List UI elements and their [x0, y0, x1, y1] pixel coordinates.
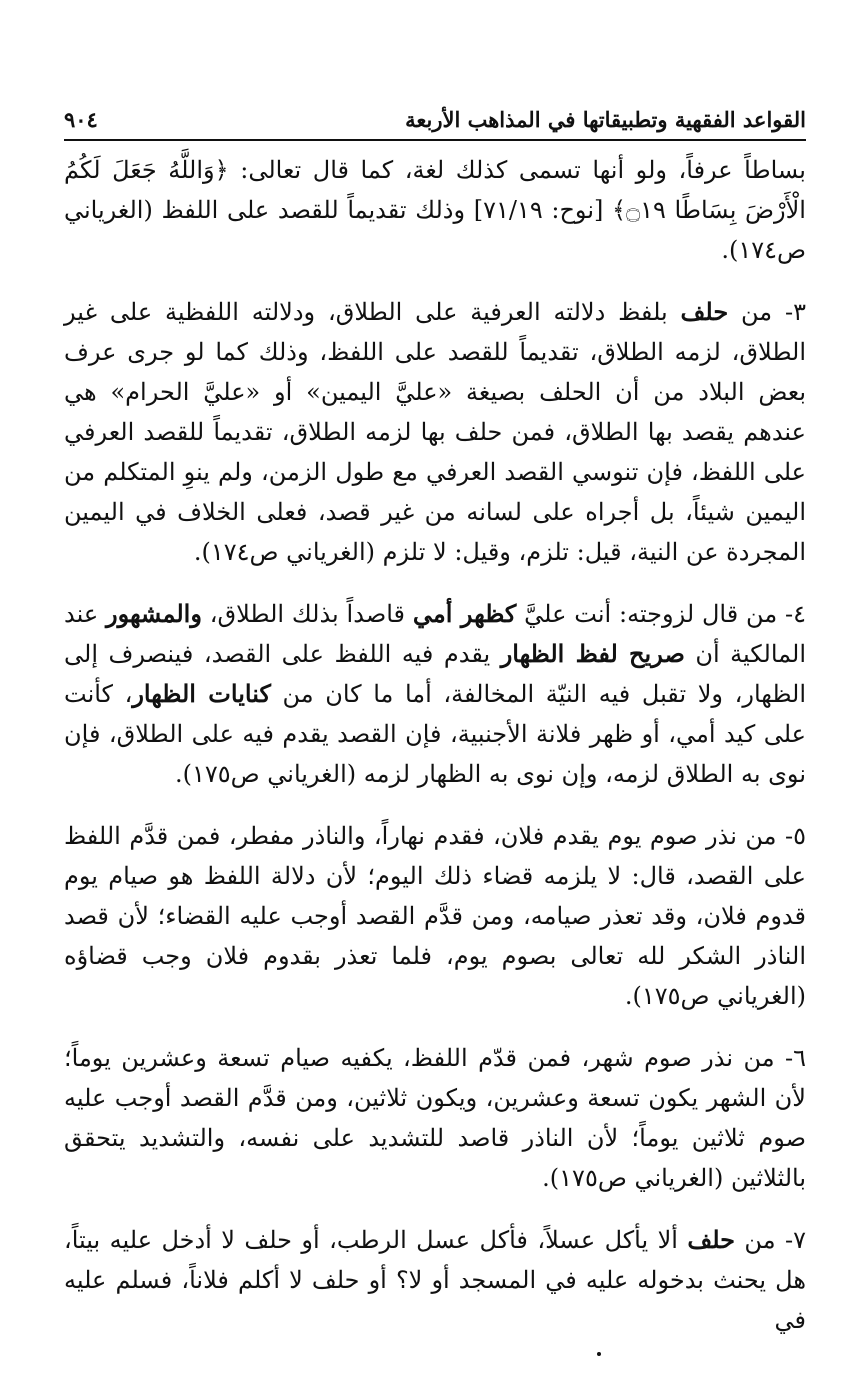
paragraph-text: ٤- من قال لزوجته: أنت عليَّ	[516, 600, 806, 628]
bold-term: صريح لفظ الظهار	[500, 639, 685, 668]
paragraph-text: ، كأنت على كيد أمي، أو ظهر فلانة الأجنبية، فإن القصد يقدم فيه على الطلاق، فإن نوى به الطلاق لزمه، وإن نوى به الظهار لزمه (الغرياني ص١٧٥).	[64, 680, 806, 788]
paragraph-item-6: ٦- من نذر صوم شهر، فمن قدّم اللفظ، يكفيه صيام تسعة وعشرين يوماً؛ لأن الشهر يكون تسعة وعشرين، ويكون ثلاثين، ومن قدَّم القصد أوجب عليه صوم ثلاثين يوماً؛ لأن الناذر قاصد للتشديد على نفسه، والتشديد يتحقق بالثلاثين (الغرياني ص١٧٥).	[64, 1044, 806, 1192]
paragraph-continuation	[64, 150, 806, 270]
paragraph-item-4	[64, 594, 806, 794]
paragraph-item-7	[64, 1220, 806, 1340]
bold-term: والمشهور	[106, 599, 202, 628]
header-divider	[64, 139, 806, 141]
paragraph-item-5: ٥- من نذر صوم يوم يقدم فلان، فقدم نهاراً، والناذر مفطر، فمن قدَّم اللفظ على القصد، قال: لا يلزمه قضاء ذلك اليوم؛ لأن دلالة اللفظ هو صيام يوم قدوم فلان، وقد تعذر صيامه، ومن قدَّم القصد أوجب عليه القضاء؛ لأن قصد الناذر الشكر لله تعالى بصوم يوم، فلما تعذر بقدوم فلان وجب قضاؤه (الغرياني ص١٧٥).	[64, 822, 806, 1010]
bold-term: كظهر أمي	[412, 599, 517, 628]
paragraph-text: عند المالكية أن	[64, 600, 806, 668]
bold-term: حلف	[687, 1225, 735, 1254]
page-body	[64, 150, 806, 1362]
item-number: ٣- من	[728, 298, 806, 326]
bold-term: كنايات الظهار	[132, 679, 271, 708]
page-mark-dot	[597, 1352, 601, 1356]
paragraph-text: بساطاً عرفاً، ولو أنها تسمى كذلك لغة، كما قال تعالى:	[228, 156, 806, 184]
paragraph-item-3	[64, 292, 806, 572]
paragraph-text: قاصداً بذلك الطلاق،	[201, 600, 413, 628]
quran-verse: ﴿وَاللَّهُ جَعَلَ لَكُمُ الْأَرْضَ بِسَاطًا ۝١٩﴾	[64, 156, 806, 224]
bold-term: حلف	[680, 297, 729, 326]
paragraph-text: بلفظ دلالته العرفية على الطلاق، ودلالته اللفظية على غير الطلاق، لزمه الطلاق، تقديماً للقصد على اللفظ، وذلك كما لو جرى عرف بعض البلاد من أن الحلف بصيغة «عليَّ اليمين» أو «عليَّ الحرام» هي عندهم يقصد بها الطلاق، فمن حلف بها لزمه الطلاق، تقديماً للقصد العرفي على اللفظ، فإن تنوسي القصد العرفي مع طول الزمن، ولم ينوِ المتكلم من اليمين شيئاً، بل أجراه على لسانه من غير قصد، فعلى الخلاف في اليمين المجردة عن النية، قيل: تلزم، وقيل: لا تلزم (الغرياني ص١٧٤).	[64, 298, 806, 566]
page-number: ٩٠٤	[64, 107, 98, 132]
paragraph-text: ألا يأكل عسلاً، فأكل عسل الرطب، أو حلف لا أدخل عليه بيتاً، هل يحنث بدخوله عليه في المسجد أو لا؟ أو حلف لا أكلم فلاناً، فسلم عليه في	[64, 1226, 806, 1334]
paragraph-text: يقدم فيه اللفظ على القصد، فينصرف إلى الظهار، ولا تقبل فيه النيّة المخالفة، أما ما كان من	[64, 640, 806, 708]
paragraph-text: [نوح: ٧١/١٩] وذلك تقديماً للقصد على اللفظ (الغرياني ص١٧٤).	[64, 196, 806, 264]
book-title: القواعد الفقهية وتطبيقاتها في المذاهب الأربعة	[405, 107, 806, 132]
item-number: ٧- من	[735, 1226, 806, 1254]
running-header	[64, 92, 806, 132]
